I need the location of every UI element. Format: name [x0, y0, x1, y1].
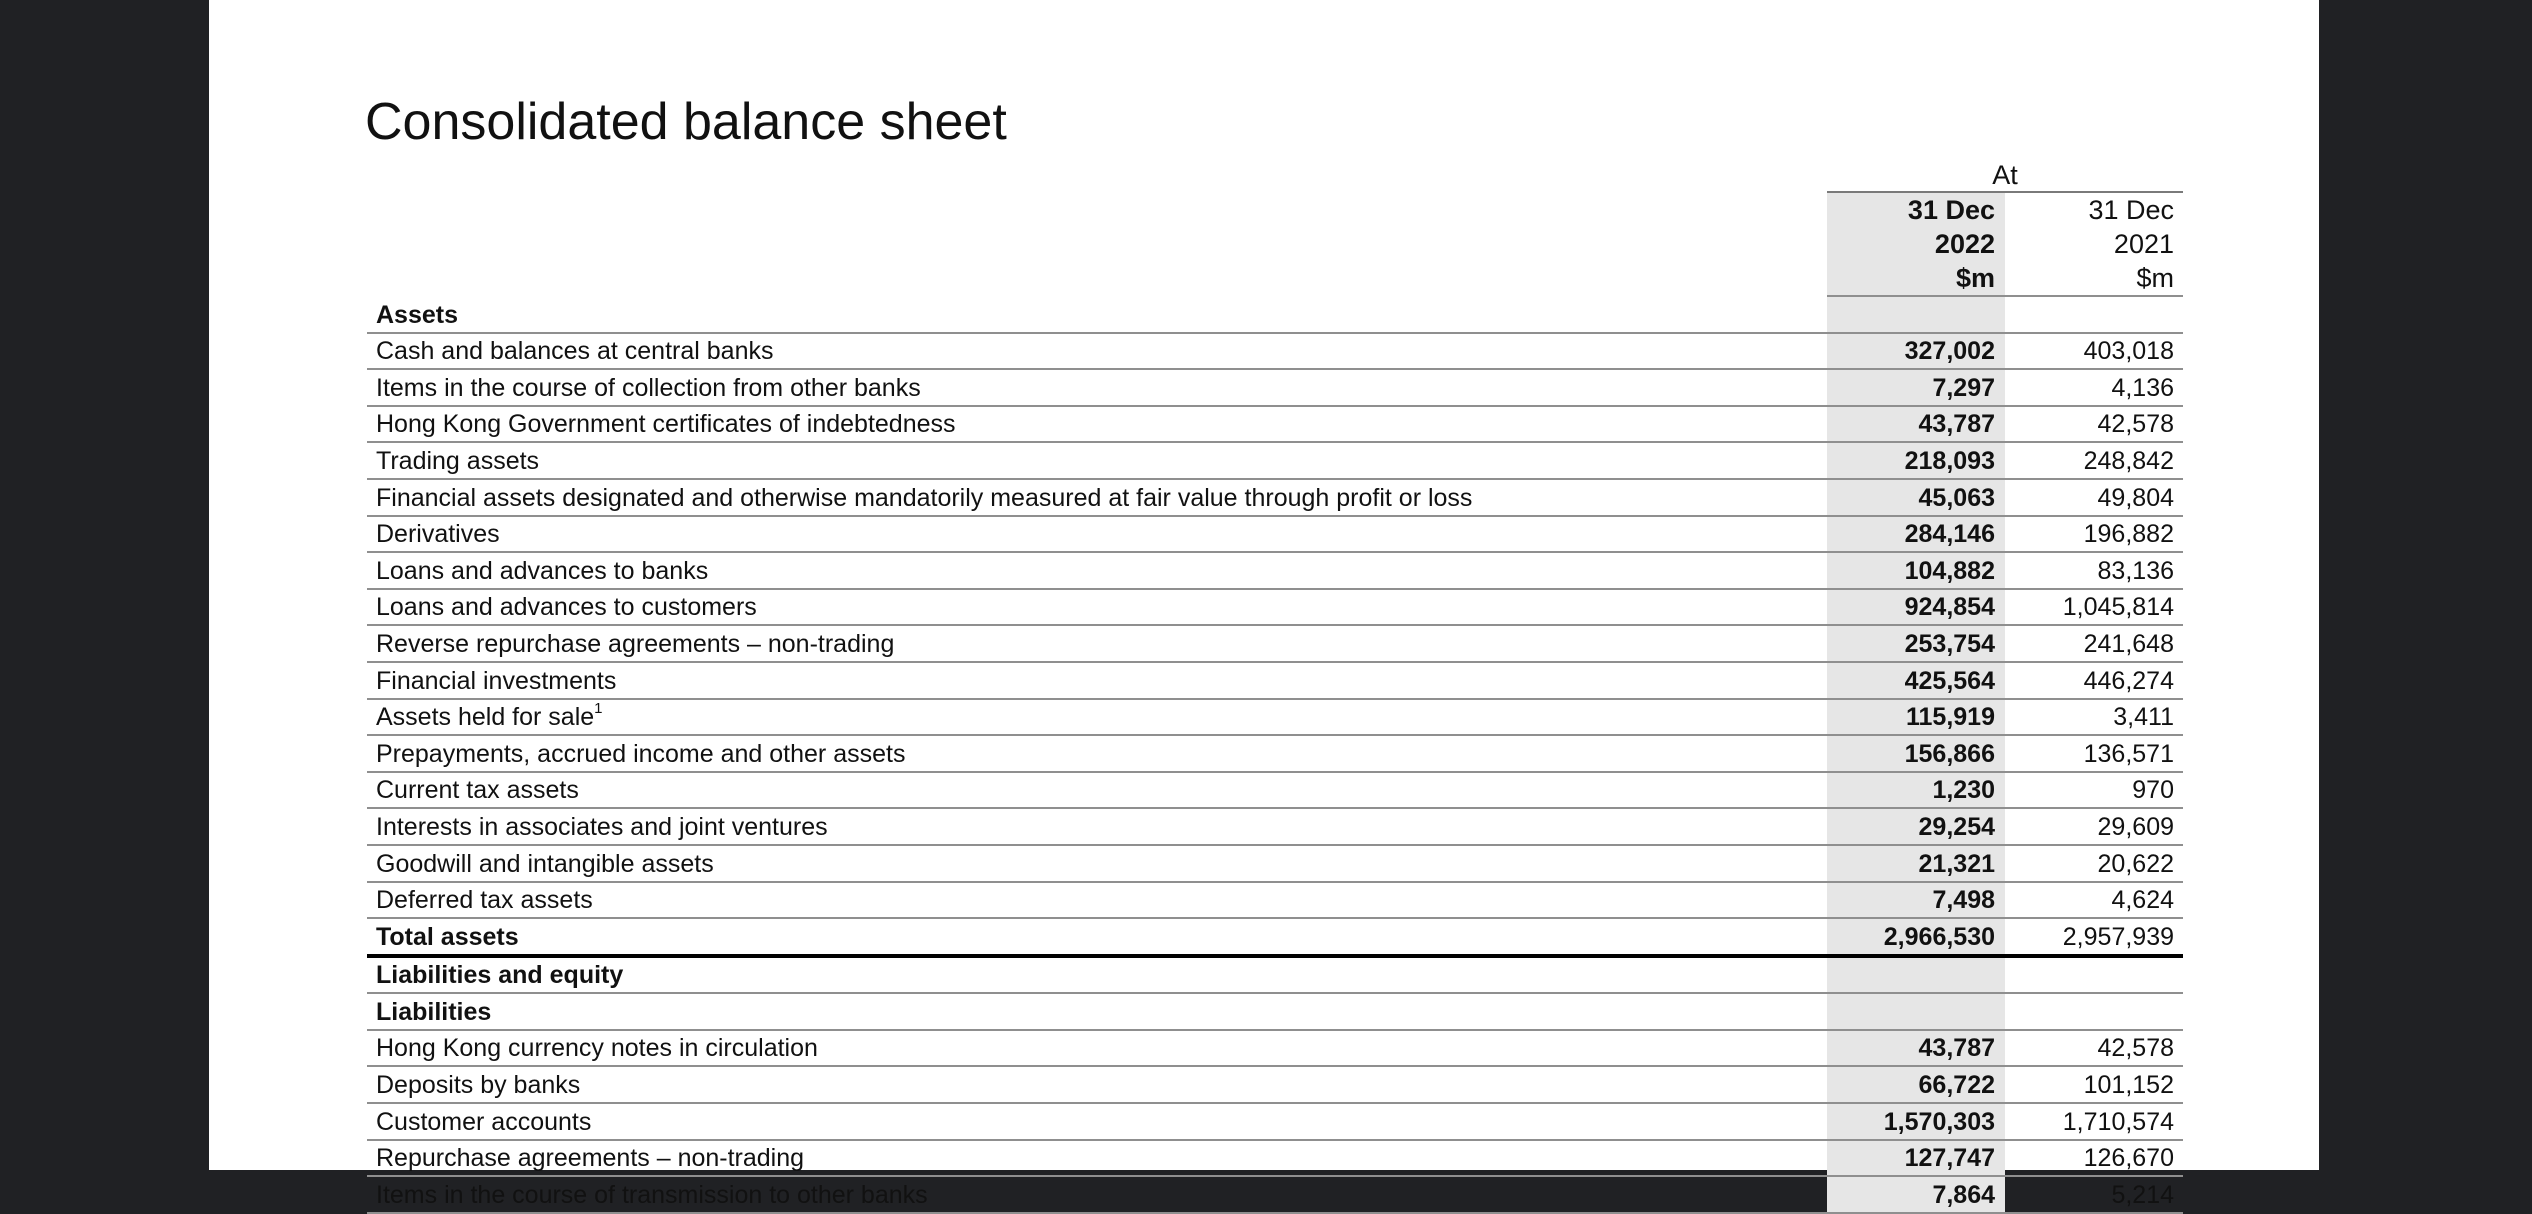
row-value-2022: 425,564 — [1827, 662, 2005, 699]
section-heading-label: Assets — [367, 296, 1827, 333]
total-label: Total assets — [367, 918, 1827, 956]
row-value-2021: 403,018 — [2005, 333, 2183, 370]
row-label: Deferred tax assets — [367, 882, 1827, 919]
row-value-2022: 156,866 — [1827, 735, 2005, 772]
header-label-cell — [367, 227, 1827, 261]
table-row — [367, 552, 2183, 589]
table-row — [367, 479, 2183, 516]
row-value-2021: 42,578 — [2005, 1030, 2183, 1067]
section-subheading-liabilities — [367, 993, 2183, 1030]
row-value-2022: 7,297 — [1827, 369, 2005, 406]
table-row — [367, 406, 2183, 443]
row-value-2022: 253,754 — [1827, 625, 2005, 662]
row-label: Derivatives — [367, 516, 1827, 553]
table-row — [367, 845, 2183, 882]
row-label: Reverse repurchase agreements – non-trading — [367, 625, 1827, 662]
document-page — [209, 0, 2319, 1209]
row-value-2022: 7,498 — [1827, 882, 2005, 919]
header-previous-day: 31 Dec — [2088, 195, 2174, 225]
table-row — [367, 442, 2183, 479]
total-value-2021: 2,957,939 — [2005, 918, 2183, 956]
row-value-2022: 284,146 — [1827, 516, 2005, 553]
row-label: Financial assets designated and otherwise mandatorily measured at fair value through profit or loss — [367, 479, 1827, 516]
row-value-2022: 29,254 — [1827, 808, 2005, 845]
row-label: Loans and advances to banks — [367, 552, 1827, 589]
empty-current-cell — [1827, 296, 2005, 333]
row-value-2021: 446,274 — [2005, 662, 2183, 699]
table-row — [367, 699, 2183, 736]
row-label: Deposits by banks — [367, 1066, 1827, 1103]
row-value-2022: 115,919 — [1827, 699, 2005, 736]
row-value-2021: 196,882 — [2005, 516, 2183, 553]
row-label-with-footnote — [367, 699, 1827, 736]
row-label: Goodwill and intangible assets — [367, 845, 1827, 882]
row-value-2021: 3,411 — [2005, 699, 2183, 736]
row-value-2021: 20,622 — [2005, 845, 2183, 882]
row-label: Loans and advances to customers — [367, 589, 1827, 626]
table-row — [367, 1140, 2183, 1177]
empty-current-cell — [1827, 956, 2005, 994]
row-value-2022: 127,747 — [1827, 1140, 2005, 1177]
row-value-2022: 327,002 — [1827, 333, 2005, 370]
total-assets-row — [367, 918, 2183, 956]
row-label: Items in the course of transmission to other banks — [367, 1176, 1827, 1213]
row-value-2021: 1,045,814 — [2005, 589, 2183, 626]
row-value-2021: 136,571 — [2005, 735, 2183, 772]
at-column-group-label: At — [1992, 160, 2018, 190]
row-value-2021: 42,578 — [2005, 406, 2183, 443]
row-value-2022: 924,854 — [1827, 589, 2005, 626]
header-current-unit: $m — [1827, 261, 2005, 296]
row-value-2022: 1,230 — [1827, 772, 2005, 809]
table-row — [367, 1066, 2183, 1103]
header-label-cell — [367, 261, 1827, 296]
table-row — [367, 1103, 2183, 1140]
page-title: Consolidated balance sheet — [365, 93, 1007, 151]
row-value-2021: 248,842 — [2005, 442, 2183, 479]
balance-sheet-table — [367, 193, 2183, 1214]
row-label: Interests in associates and joint ventures — [367, 808, 1827, 845]
empty-previous-cell — [2005, 956, 2183, 994]
row-value-2022: 66,722 — [1827, 1066, 2005, 1103]
header-previous-year: 2021 — [2113, 229, 2174, 259]
row-value-2021: 4,624 — [2005, 882, 2183, 919]
header-row-year — [367, 227, 2183, 261]
table-row — [367, 516, 2183, 553]
footnote-marker: 1 — [594, 699, 603, 717]
empty-current-cell — [1827, 993, 2005, 1030]
header-current-day: 31 Dec — [1827, 193, 2005, 227]
row-value-2021: 970 — [2005, 772, 2183, 809]
row-value-2022: 45,063 — [1827, 479, 2005, 516]
table-row — [367, 589, 2183, 626]
section-heading-liabilities-and-equity — [367, 956, 2183, 994]
table-row — [367, 735, 2183, 772]
row-label: Assets held for sale — [376, 703, 595, 732]
row-value-2022: 43,787 — [1827, 1030, 2005, 1067]
row-label: Financial investments — [367, 662, 1827, 699]
row-value-2021: 126,670 — [2005, 1140, 2183, 1177]
header-current-year: 2022 — [1827, 227, 2005, 261]
row-label: Hong Kong currency notes in circulation — [367, 1030, 1827, 1067]
row-value-2022: 218,093 — [1827, 442, 2005, 479]
row-value-2022: 1,570,303 — [1827, 1103, 2005, 1140]
table-row — [367, 1030, 2183, 1067]
section-heading-assets — [367, 296, 2183, 333]
row-value-2022: 21,321 — [1827, 845, 2005, 882]
empty-previous-cell — [2005, 993, 2183, 1030]
row-label: Hong Kong Government certificates of indebtedness — [367, 406, 1827, 443]
row-label: Trading assets — [367, 442, 1827, 479]
table-row — [367, 333, 2183, 370]
section-heading-label: Liabilities and equity — [367, 956, 1827, 994]
row-value-2021: 4,136 — [2005, 369, 2183, 406]
row-label: Prepayments, accrued income and other assets — [367, 735, 1827, 772]
header-previous-unit: $m — [2005, 261, 2183, 296]
row-value-2022: 43,787 — [1827, 406, 2005, 443]
row-value-2022: 104,882 — [1827, 552, 2005, 589]
row-value-2021: 49,804 — [2005, 479, 2183, 516]
table-row — [367, 625, 2183, 662]
row-value-2021: 29,609 — [2005, 808, 2183, 845]
header-label-cell — [367, 193, 1827, 227]
section-subheading-label: Liabilities — [367, 993, 1827, 1030]
row-value-2021: 5,214 — [2005, 1176, 2183, 1213]
row-value-2021: 241,648 — [2005, 625, 2183, 662]
row-label: Cash and balances at central banks — [367, 333, 1827, 370]
row-label: Customer accounts — [367, 1103, 1827, 1140]
empty-previous-cell — [2005, 296, 2183, 333]
row-value-2022: 7,864 — [1827, 1176, 2005, 1213]
total-value-2022: 2,966,530 — [1827, 918, 2005, 956]
table-row — [367, 662, 2183, 699]
row-value-2021: 101,152 — [2005, 1066, 2183, 1103]
row-label: Repurchase agreements – non-trading — [367, 1140, 1827, 1177]
row-label: Items in the course of collection from other banks — [367, 369, 1827, 406]
row-value-2021: 1,710,574 — [2005, 1103, 2183, 1140]
table-row — [367, 369, 2183, 406]
table-row — [367, 1176, 2183, 1213]
header-row-unit — [367, 261, 2183, 296]
table-row — [367, 882, 2183, 919]
table-row — [367, 772, 2183, 809]
table-row — [367, 808, 2183, 845]
row-value-2021: 83,136 — [2005, 552, 2183, 589]
header-row-date — [367, 193, 2183, 227]
row-label: Current tax assets — [367, 772, 1827, 809]
